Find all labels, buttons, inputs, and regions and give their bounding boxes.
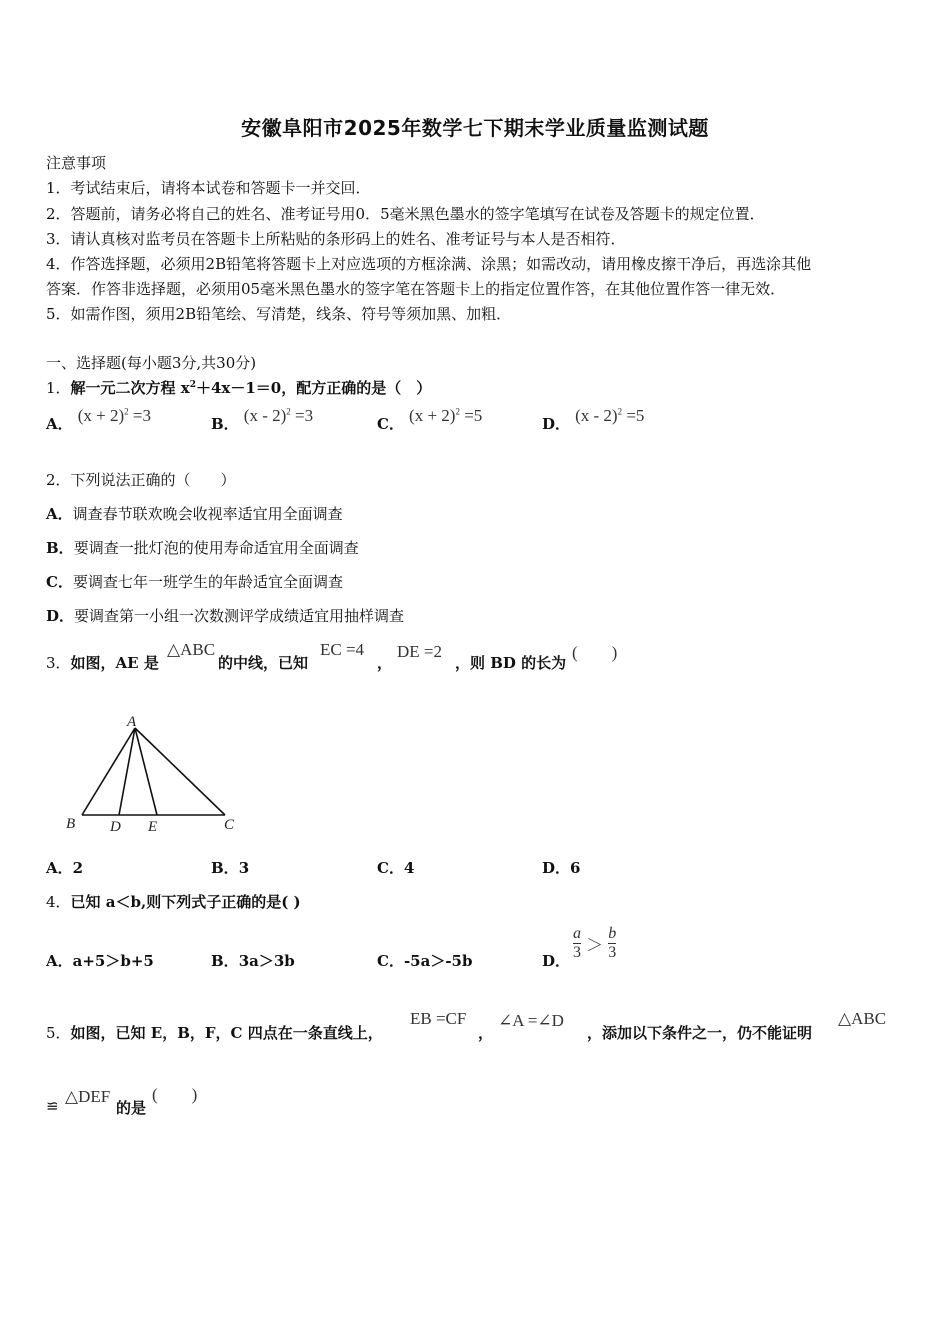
vertex-label-c: C [224,817,235,833]
denominator: 3 [608,944,617,961]
fraction-b-over-3 [608,925,616,962]
option-label: B． [46,539,74,557]
notice-item: 3．请认真核对监考员在答题卡上所粘贴的条形码上的姓名、准考证号与本人是否相符． [46,230,626,248]
option-b[interactable] [211,406,314,434]
page-title: 安徽阜阳市2025年数学七下期末学业质量监测试题 [241,116,709,140]
option-label: C． [46,573,73,591]
option-label: A． [46,415,73,433]
question-number: 3． [46,654,71,672]
option-label: D． [542,859,571,877]
math-rhs: =5 [622,406,645,425]
question-number: 5． [46,1024,71,1042]
option-b[interactable] [46,537,359,558]
option-c[interactable] [377,857,414,878]
notice-item: 5．如需作图，须用2B铅笔绘、写清楚，线条、符号等须加黑、加粗． [46,305,512,323]
option-b[interactable] [211,950,295,971]
numerator: a [573,925,581,942]
option-text: 2 [72,859,84,877]
option-d[interactable] [542,857,580,878]
option-text: 调查春节联欢晚会收视率适宜用全面调查 [72,505,343,523]
option-d-label[interactable]: D． [542,952,571,970]
math-rhs: =5 [459,406,483,425]
question-text: ＋4x－1＝0，配方正确的是（ ） [195,379,432,397]
exponent: 2 [617,406,623,417]
numerator: b [608,925,617,942]
fraction-a-over-3 [573,925,581,962]
option-a[interactable] [46,950,154,971]
point-label-d: D [110,819,121,835]
question-text: ，添加以下条件之一，仍不能证明 [587,1024,813,1042]
math-triangle-def: △DEF [65,1087,111,1106]
math-triangle-abc: △ABC [167,640,216,659]
option-label: B． [211,952,239,970]
question-number: 1． [46,379,71,397]
exponent: 2 [124,406,129,417]
option-b[interactable] [211,857,249,878]
math-expr: (x - 2) [575,406,618,425]
option-d-expr [573,925,616,962]
option-d[interactable] [46,605,404,626]
section-heading: 一、选择题(每小题3分,共30分) [46,354,257,372]
question-text: ， [478,1024,494,1042]
option-c[interactable] [46,571,343,592]
question-2 [46,469,236,490]
exponent: 2 [286,406,291,417]
option-text: 3 [238,859,250,877]
option-a[interactable] [46,503,343,524]
math-angle-a-d: ∠A =∠D [498,1011,564,1030]
option-text: a+5＞b+5 [72,952,154,970]
math-expr: (x + 2) [77,406,125,425]
question-text: ， [377,654,393,672]
exponent: 2 [189,380,196,390]
point-label-e: E [148,819,158,835]
option-label: C． [377,859,404,877]
question-text: 下列说法正确的（ ） [70,471,236,489]
notice-item: 1．考试结束后，请将本试卷和答题卡一并交回． [46,179,371,197]
greater-than: ＞ [586,936,604,955]
option-label: C． [377,415,404,433]
option-text: 3a＞3b [238,952,295,970]
option-text: 要调查七年一班学生的年龄适宜全面调查 [72,573,343,591]
option-label: A． [46,859,73,877]
option-text: -5a＞-5b [403,952,473,970]
exponent: 2 [455,406,460,417]
math-eb-cf: EB =CF [410,1009,467,1028]
option-label: D． [46,607,75,625]
math-expr: (x - 2) [243,406,287,425]
option-text: 要调查第一小组一次数测评学成绩适宜用抽样调查 [74,607,405,625]
question-text: 解一元二次方程 x [70,379,190,397]
option-c[interactable] [377,950,473,971]
triangle-figure [60,710,250,840]
side-ac [135,728,225,815]
question-number: 4． [46,893,71,911]
denominator: 3 [573,944,581,961]
math-ec: EC =4 [320,640,365,659]
answer-blank: ( ) [152,1085,198,1104]
option-a[interactable] [46,857,83,878]
question-text: 已知 a＜b,则下列式子正确的是( ) [70,893,301,911]
math-expr: (x + 2) [409,406,456,425]
notice-heading: 注意事项 [46,154,107,172]
option-text: 6 [570,859,581,877]
option-label: B． [211,415,239,433]
congruent-symbol: ≌ [46,1097,59,1115]
option-text: 4 [403,859,415,877]
notice-item: 答案．作答非选择题，必须用05毫米黑色墨水的签字笔在答题卡上的指定位置作答，在其他位置作答一律无效． [46,280,786,298]
option-label: C． [377,952,404,970]
vertex-label-a: A [127,714,137,730]
question-1 [46,377,431,398]
notice-item: 4．作答选择题，必须用2B铅笔将答题卡上对应选项的方框涂满、涂黑；如需改动，请用橡皮擦干净后，再选涂其他 [46,255,812,273]
option-label: B． [211,859,239,877]
question-text: 的中线，已知 [218,654,309,672]
math-de: DE =2 [397,642,442,661]
question-3 [46,652,159,673]
question-5 [46,1022,383,1043]
notice-item: 2．答题前，请务必将自己的姓名、准考证号用0．5毫米黑色墨水的签字笔填写在试卷及答题卡的规定位置． [46,205,765,223]
question-4 [46,891,301,912]
option-a[interactable] [46,406,151,434]
math-rhs: =3 [290,406,314,425]
option-text: 要调查一批灯泡的使用寿命适宜用全面调查 [73,539,359,557]
question-number: 2． [46,471,71,489]
question-text: 的是 [116,1099,147,1117]
answer-blank: ( ) [572,643,618,662]
segment-ae [135,728,157,815]
question-text: 如图，已知 E，B，F，C 四点在一条直线上， [70,1024,383,1042]
math-rhs: =3 [128,406,151,425]
option-label: A． [46,505,73,523]
question-text: ，则 BD 的长为 [455,654,567,672]
question-text: 如图，AE 是 [70,654,159,672]
option-label: A． [46,952,73,970]
option-d[interactable] [542,406,645,434]
math-triangle-abc: △ABC [838,1009,887,1028]
option-c[interactable] [377,406,483,434]
vertex-label-b: B [66,816,76,832]
option-label: D． [542,415,571,433]
